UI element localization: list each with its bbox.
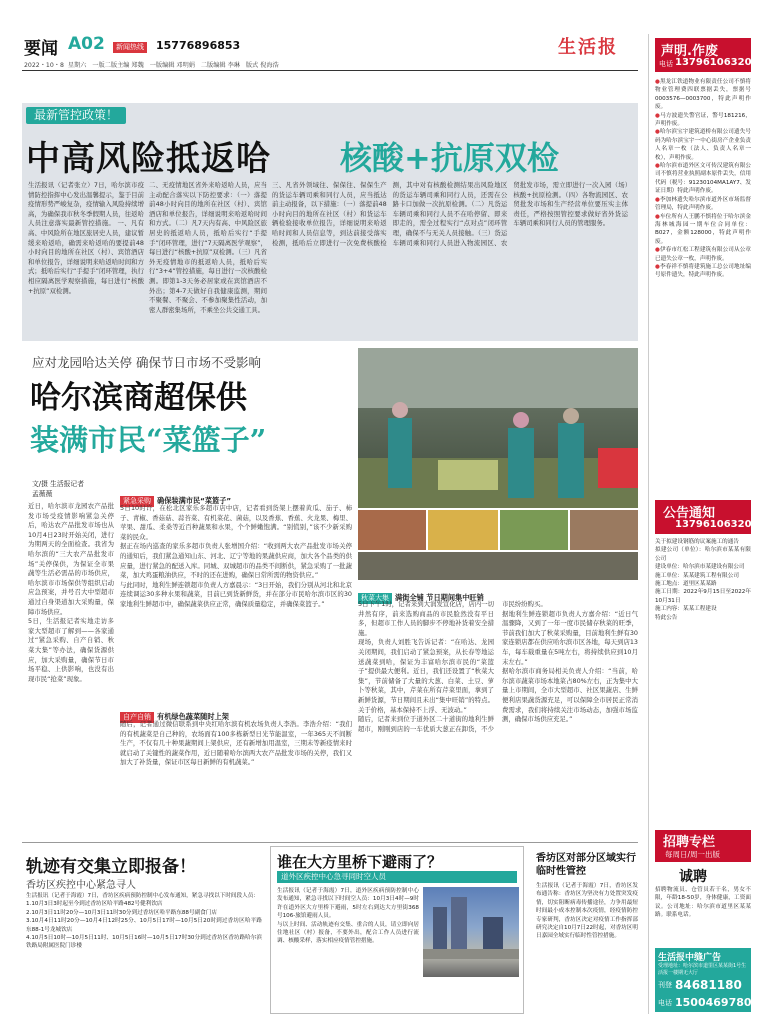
- sub2-tag: 自产自销: [120, 712, 154, 723]
- hotline-label: 新闻热线: [113, 42, 147, 53]
- bottom2-body: 生活报讯（记者于海霞）7日，道外区疾病预防控制中心发布通知，紧急寻找以下时间空人员：10月3日4时—9时许在道外区大方里桥下避雨，5时左右到达大方里街368号106-旅馆避雨人员。 与以上时间、活动轨迹有交集、重合的人员，请立即向居住地社区（村）报备，不要外出，配合工作人员进行流调、核酸采样，落实相应疫情管控措施。: [277, 888, 419, 945]
- bridge-photo: [423, 887, 519, 977]
- bottom1-title: 轨迹有交集立即报备！: [26, 857, 196, 877]
- notice-item: ●伊春市红松工程建筑有限公司从公章已遗失公章一枚，声明作废。: [655, 247, 751, 262]
- supermarket-photo: [358, 552, 638, 580]
- lead-story: [22, 103, 638, 341]
- sub2-body: 随后，记者通过微信联系到中央红哈尔滨有机农场负责人李浩。李浩介绍：“我们的有机蔬菜是自己种的，农场面有100多栋新型日光节能温室，一年365天不间断生产，不仅有几十种果蔬期间上架供应，还有新增加用温室，三期未等新疫情来时就启动了关键性的蔬菜作用，近日随着哈尔滨两大农产品批发市场的关停，我们又加大了补货量，保证市区每日新鲜的有机蔬菜。”: [120, 720, 352, 767]
- market-photo-main: [358, 348, 638, 508]
- section-divider: [22, 842, 638, 843]
- notice-item: ●车位所有人王鹏不慎将位于哈尔滨金海林城海园一期车位合同单位：B027，金额128000，特此声明作废。: [655, 213, 751, 245]
- feature-kicker: 应对龙园哈达关停 确保节日市场不受影响: [32, 355, 261, 370]
- produce-photo-1: [358, 510, 426, 550]
- page-number: A02: [68, 34, 105, 54]
- notice-item: ●哈尔滨市道外区文可传汉建筑有限公司不慎将营业执照副本原件丢失，信用代码（税号：91230104MA1AY7、发证日期）特此声明作废。: [655, 163, 751, 195]
- produce-photo-2: [428, 510, 498, 550]
- notice-item: ●李加林遗失哈尔滨市道外区市场监督管理局，特此声明作废。: [655, 196, 751, 212]
- notice2-body: 关于拟建设钢筋的议案施工的通告 拟建公司（单位）：哈尔滨市某某有限公司 建设单位：哈尔滨市某建设有限公司 施工单位：某某建筑工程有限公司 施工地点：道里区某某路 施工日期：2022年9月15日至2022年10月31日 施工内容：某某工程建设 特此公告: [655, 539, 751, 621]
- sub3-title: 满街全铺 节日期间集中旺销: [395, 593, 484, 602]
- bridge-illustration: [423, 887, 519, 977]
- hotline-number: 15776896853: [156, 39, 241, 52]
- sub1-tag: 紧急采购: [120, 496, 154, 507]
- lead-body-col2: [149, 181, 267, 333]
- notice2-header: [655, 500, 751, 534]
- feature-byline: 文/摄 生活报记者 孟薇薇: [32, 480, 85, 498]
- bottom1-subtitle: 香坊区疾控中心紧急寻人: [26, 880, 136, 891]
- notice-header: [655, 38, 751, 72]
- lead-headline-black: 中高风险抵返哈: [26, 139, 271, 179]
- lead-body-col3: [272, 181, 628, 333]
- notice-item: ●黑龙江铁道物业有限责任公司不慎将物业管理费四联票据丢失，票据号0003576—0003700，特此声明作废。: [655, 79, 751, 111]
- bottom2-title: 谁在大方里桥下避雨了？: [277, 853, 443, 871]
- lead-para-1: 生活报讯（记者张立）7日，哈尔滨市疫情防控指挥中心发出温馨提示，鉴于目前疫情形势严峻复杂，疫情输入风险持续增高，为确保我市秋冬季假期人员，往返哈人员注意落实最新管控措施。: [28, 181, 144, 228]
- produce-photo-3: [500, 510, 568, 550]
- lead-para-4: 三、凡省外领域往、保保往、保保生产的货运车辆司乘和同行人员，应当抵达前主动报备，以下措施：（一）落提前48小时向目的地所在社区（村）和货运车辆检验接收单位报告，详细说明来哈返哈时间和人员信息等，到达前接受落实检测，抵哈后立即进行一次免费核酸检测，其中对有核酸检测结果出风险地区的货运车辆司乘和同行人员，还需在公路卡口加做一次抗原检测。（二）凡货运车辆司乘和同行人员不在哈停留、即来即走的，需全过程实行“点对点”闭环管理，确保不与无关人员接触。（三）货运车辆司乘和同行人员进入物流园区、农贸批发市场，需立即进行一次入园（场）核酸+抗原检测。（四）各物流园区、农贸批发市场和生产经营单位要压实主体责任，严格按照管控要求做好省外货运车辆司乘和同行人员的管理服务。: [272, 181, 628, 247]
- sub1-body: 5日10时许，在松北区家乐多超市店中店，记者看到货架上摆着黄瓜、茄子、柿子、青椒、香菇菇、蒜苔菜、有机菜花、菌菇，以及香蕉、香蕉、火龙果、梅里、苹果、甜瓜、柔桑等近百种蔬果和水果，个个鲜嫩饱满。“别慌别，”该不少新采购菜的民众。 据正在场内巡查的家乐多超市负责人张增国介绍：“收到两大农产品批发市场关停的通知后，我们紧急通知山东、河北、辽宁等地的果蔬供应商，加大各个品类的供应量，进行紧急的配送入库。同城、双城超市的品类不间断供，紧急采购了一批蔬菜，加大鸡蛋粮油供应，不时的还在进购，确保日常所需的物资供应。” 与此同时，地利生鲜连锁超市负责人方嘉晨示：“3日开始，我们分别从河北和北京连续调运30多种水果和蔬菜，目前已到货新鲜货，并在部分市民哈尔滨市区的30家地利生鲜超市中，确保蔬菜供应正常，确保质量稳定，并确保菜篮子。”: [120, 504, 352, 608]
- recruit-body: 招聘物流员、仓管员若干名，男女不限，年龄18-50岁，身体健康，工资面议。公司地址：哈尔滨市道里区某某路。联系电话。: [655, 887, 751, 919]
- bottom2-subtitle: 道外区疾控中心急寻同时空人员: [277, 871, 517, 883]
- bottom3-title: 香坊区对部分区域实行临时性管控: [536, 853, 636, 877]
- lead-para-2: 一、凡有高、中风险所在地区旅居史人员，建议暂缓来哈返哈，确需来哈返哈的要提前48小时向目的地所在社区（村）、宾馆酒店和单位报告，详细说明来哈返哈时间和方式；抵哈后实行“手提手”闭环管理，执行相应隔离医学观察措施，每日进行“核酸+抗原”双检测。: [28, 219, 144, 295]
- feature-title-line1: 哈尔滨商超保供: [30, 380, 247, 416]
- notice-item: ●哈尔滨宝宇建筑道桥有限公司遗失号码为哈尔滨宝宇一中心街房产企业负责人名章一枚（法人、负责人名章一枚），声明作废。: [655, 129, 751, 161]
- notice-list: [655, 78, 751, 494]
- recruit-title: 招聘专栏: [663, 835, 716, 850]
- date-line: 2022・10・8 星期六 一版二版主编 郑魏 一版编辑 邓明娟 二版编辑 李琳 版式 倪海浩: [24, 62, 279, 69]
- recruit-sub: 每周日/周一出版: [665, 850, 721, 859]
- recruit-job: 诚聘: [679, 869, 707, 885]
- ad-title: 生活报中缝广告: [658, 953, 722, 963]
- lead-headline-teal: 核酸+抗原双检: [340, 139, 559, 177]
- notice-item: ●马方波遗失警官证，警号181216，声明作废。: [655, 112, 751, 128]
- market-photo-illustration: [358, 348, 638, 508]
- sidebar: [648, 34, 760, 1014]
- lead-para-3: 二、无疫情地区省外来哈返哈人员，应当主动配合落实以下防控要求：（一）落提前48小时向目的地所在社区（村）、宾馆酒店和单位报告，详细说明来哈返哈时间和方式。（二）凡7天内有高、中风险区旅居史的抵返哈人员，抵哈后实行“手提手”闭环管理，进行“7天隔离医学观察”，每日进行“核酸+抗原”双检测。（三）凡省外无疫情地市的抵返哈人员，抵哈后实行“3+4”管控措施，每日进行一次核酸检测。即第1-3天务必居家或在宾馆酒店不外出；第4-7天做好自我健康监测，期间不聚餐、不聚会、不参加聚集性活动，加密人群密集场所，不乘坐公共交通工具。: [149, 181, 267, 314]
- notice-item: ●李春祥不慎将建筑施工总公司地址编号原件遗失，特此声明作废。: [655, 263, 751, 279]
- ad-phone-label-2: 电话: [658, 999, 672, 1007]
- bottom2-box: [270, 846, 524, 1014]
- sub1-title: 确保装满市民“菜篮子”: [157, 496, 232, 505]
- notice-title: 声明.作废: [661, 44, 718, 59]
- paper-logo: 生活报: [558, 37, 618, 58]
- sub3-tag: 秋菜大集: [358, 593, 392, 604]
- notice2-title: 公告通知: [663, 506, 716, 521]
- recruit-header: [655, 830, 751, 862]
- lead-tag: 最新管控政策！: [26, 107, 126, 124]
- feature-intro: 近日，哈尔滨市龙园农产品批发市场受疫情影响紧急关停后，哈达农产品批发市场也从10月4日23时开始关闭，进行为期两天的全面检查。我省为哈尔滨的“三大农产品批发市场”关停保供，为保证全市果蔬等生活必需品的市场供应，哈尔滨市市场保供等组织启动应急预案，并号召大中型超市通过自身渠道加大采购量，保障市场供应。 5日，生活报记者实地走访多家大型超市了解到——各家通过“紧急采购、自产自销、秋菜大集”等办法，确保货源供应，加大采购量，确保节日市场平稳、上供影响，也没有出现市民“抢菜”现象。: [28, 502, 114, 683]
- ad-phone-2: 15004697804: [675, 996, 760, 1009]
- ad-phone-1: 84681180: [675, 978, 742, 992]
- section-name: 要闻: [24, 39, 58, 59]
- notice-phone-label: 电话: [659, 60, 673, 68]
- notice-phone: 13796106320: [675, 57, 752, 68]
- sub3-body: 5日下午1时，记者来到大润发宣化店，店内一切井然有序，前来选购商品的市民脸然没有平日多，但超市工作人员的脚步不停地补货着安全措施。 现场，负责人刘胜飞告诉记者：“在哈达、龙园关闭期间，我们启动了紧急预案，从长春等地运送蔬菜到哈，保证为丰富哈尔滨市民的“菜篮子”提供最大便利。近日，我们还设置了“秋菜大集”，节前储备了大量的大葱、白菜、土豆、萝卜等秋菜，其中，芹菜在所有芹菜里面，拿到了新鲜货源，节日期间且未出“集中旺销”的特点。关于价格，基本保持不上浮、无波动。” 随后，记者来到位于道外区二十道街的地利生鲜超市，刚刚到店的一车优质大葱正在卸货，不少市民纷纷购买。 据地利生鲜连锁超市负责人方嘉介绍：“近日气温骤降，又到了一年一度市民储存秋菜的旺季，节前我们加大了秋菜采购量，目前地利生鲜有30家连锁店都在供应哈尔滨市区各地，每天到店13车，每车载重量在5吨左右，将持续供应到10月末左右。” 据哈尔滨市商务局相关负责人介绍：“当前，哈尔滨市蔬菜市场本地菜占80%左右，正为集中大量上市期间，全市大型超市、社区果蔬店、生鲜便利店果蔬货源充足，可以保障全市居民正常消费需求，我们将持续关注市场动态，加强市场监测，确保市场供应充足。”: [358, 600, 638, 733]
- sub2-title: 有机绿色蔬菜随时上架: [157, 712, 229, 721]
- produce-photo-4: [570, 510, 638, 550]
- feature-title-line2: 装满市民“菜篮子”: [30, 423, 267, 457]
- ad-address: 受理地址：哈尔滨市道里区某某街1号生活报一楼期无大厅: [658, 963, 747, 976]
- ad-phone-label-1: 刊登: [658, 981, 672, 989]
- bottom1-body: 生活报讯（记者于海霞）7日，香坊区疾病预防控制中心发布通知，紧急寻找以下时间段人员： 1.10月3日3时起至今到过香坊区哈平路482号健利饮店 2.10月3日11时20分—10月3日11时30分到过香坊区哈平路东88号副食门店 3.10月4日11时20分—10月4日12时25分、10月5日17时—10月5日20时到过香坊区哈平路东88-1号龙城饮店 4.10月5日10时—10月5日11时、10月5日16时—10月5日17时30分到过香坊区香坊路哈尔滨铁路局附属医院门诊楼: [26, 893, 262, 950]
- masthead-rule: [22, 70, 638, 71]
- notice2-phone: 13796106320: [675, 519, 752, 530]
- bottom3-body: 生活报讯（记者于海霞）7日，香坊区发布通告称：香坊区为坚决有力处置突发疫情，切实阻断病毒传播途径，力争用最短时间最小成本控制本次疫情，经疫情防控专家研判，香坊区决定对疫情工作指挥部研究决定自10月7日22时起，对香坊区明日嘉园全域实行临时性管控措施。: [536, 883, 638, 940]
- lead-body-col1: [28, 181, 144, 333]
- ad-box: [655, 948, 760, 1012]
